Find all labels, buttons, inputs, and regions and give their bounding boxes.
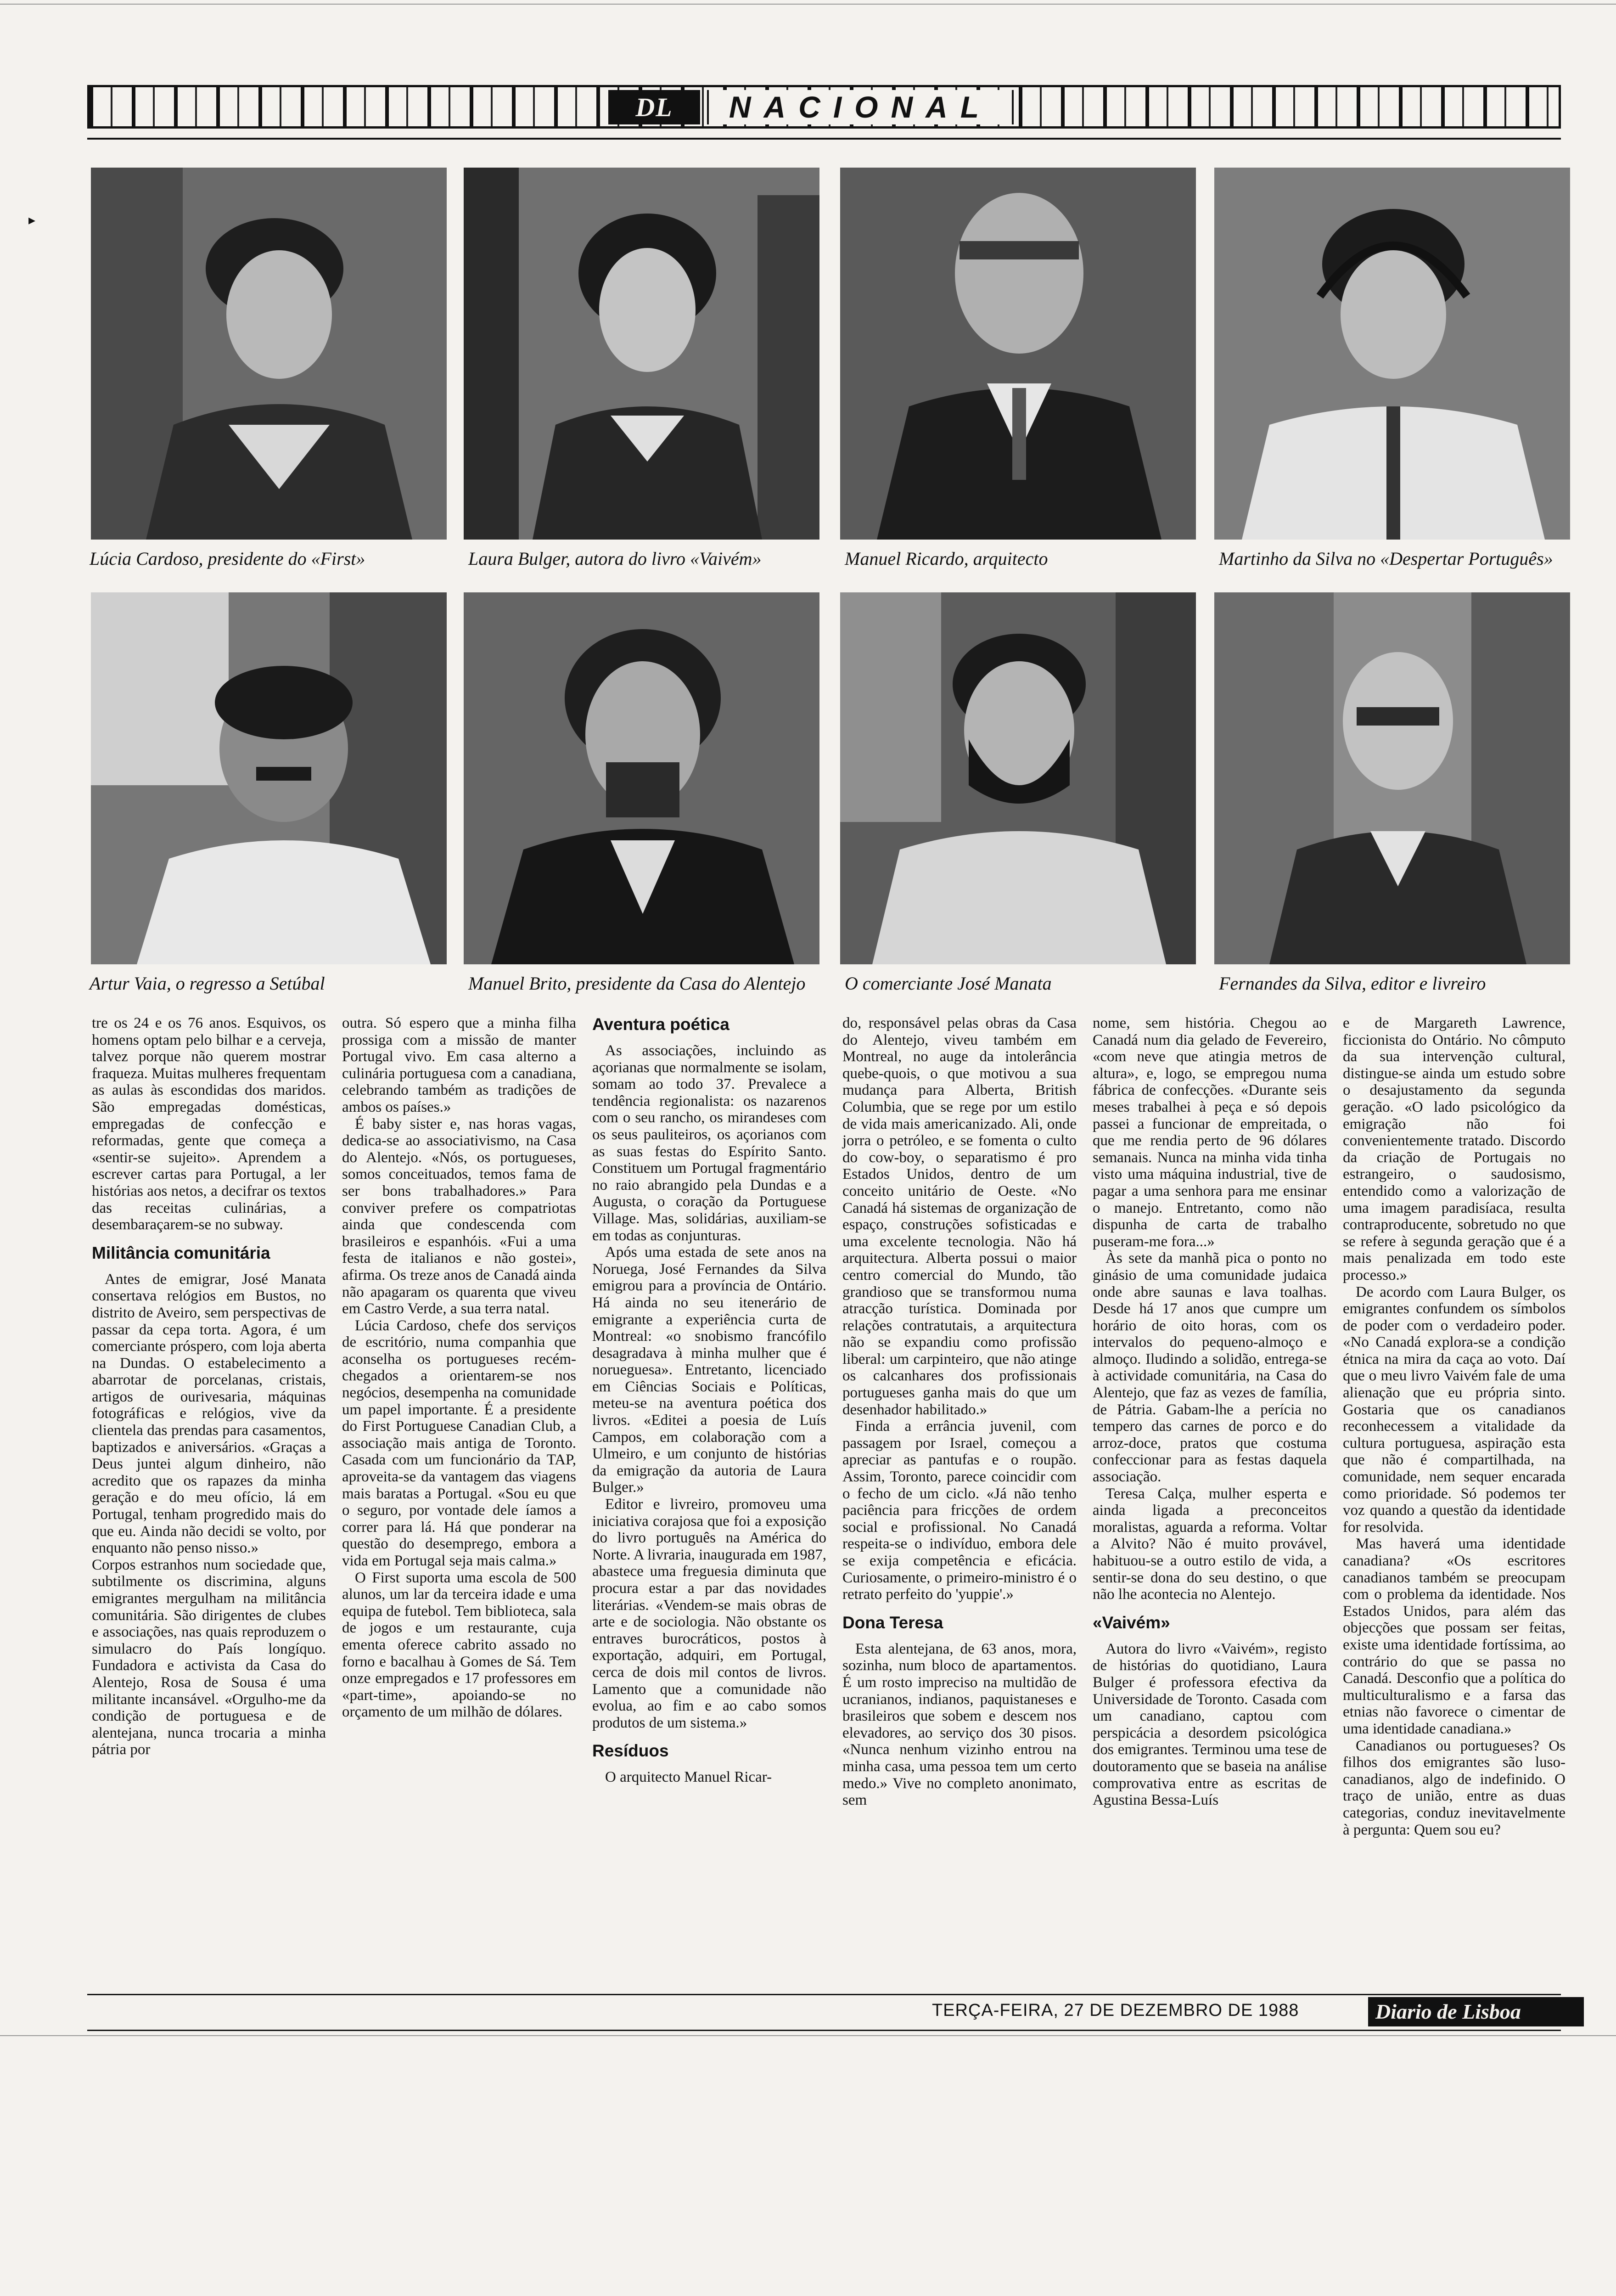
article-paragraph: Editor e livreiro, promoveu uma iniciativa corajosa que foi a exposição do livro português na América do Norte. A livraria, inaugurada em 1987, abastece uma freguesia diminuta que procura estar a par das novidades literárias. «Vendem-se mais obras de arte e de sociologia. Não obstante os entraves burocráticos, postos à exportação, adquiri, em Portugal, cerca de dois mil contos de livros. Lamento que a comunidade não evolua, ao fim e ao cabo somos produtos de um sistema.» bbox=[592, 1496, 826, 1731]
article-subheading: «Vaivém» bbox=[1093, 1613, 1170, 1632]
article-paragraph: Lúcia Cardoso, chefe dos serviços de escritório, numa companhia que aconselha os portugueses recém-chegados a orientarem-se nos negócios, desempenha na comunidade um papel importante. É a presidente do First Portuguese Canadian Club, a associação mais antiga de Toronto. Casada com um funcionário da TAP, aproveita-se da vantagem das viagens mais baratas a Portugal. «Sou eu que o seguro, por vontade dele íamos a correr para lá. Há que ponderar na questão do desemprego, embora a vida em Portugal seja mais calma.» bbox=[342, 1317, 576, 1569]
article-column-1 bbox=[92, 1015, 326, 1758]
article-paragraph: O First suporta uma escola de 500 alunos, um lar da terceira idade e uma equipa de futebol. Tem biblioteca, sala de jogos e um restaurante, cuja ementa oferece cabrito assado no forno e bacalhau à Gomes de Sá. Tem onze empregados e 17 professores em «part-time», apoiando-se no orçamento de um milhão de dólares. bbox=[342, 1569, 576, 1721]
article-paragraph: Antes de emigrar, José Manata consertava relógios em Bustos, no distrito de Aveiro, sem perspectivas de passar da cepa torta. Agora, é um comerciante próspero, com loja aberta na Dundas. O estabelecimento a abarrotar de porcelanas, cristais, artigos de ourivesaria, máquinas fotográficas e relógios, vive da clientela das prendas para casamentos, baptizados e aniversários. «Graças a Deus juntei algum dinheiro, não acredito que os rapazes da minha geração e do meu ofício, lá em Portugal, tenham progredido mais do que eu. Ainda não decidi se volto, por enquanto não penso nisso.» bbox=[92, 1271, 326, 1557]
photo-caption: Lúcia Cardoso, presidente do «First» bbox=[90, 548, 365, 569]
article-paragraph: Às sete da manhã pica o ponto no ginásio de uma comunidade judaica onde abre saunas e lava toalhas. Desde há 17 anos que cumpre um horário de oito horas, com os intervalos do pequeno-almoço e almoço. Iludindo a solidão, entrega-se à actividade comunitária, na Casa do Alentejo, que faz as vezes de família, de Pátria. Gabam-lhe a perícia no tempero das carnes de porco e do arroz-doce, pratos que costuma confeccionar para as festas daquela associação. bbox=[1093, 1250, 1327, 1486]
photo-jose-manata bbox=[840, 592, 1196, 964]
article-column-6 bbox=[1343, 1015, 1566, 1838]
article-paragraph: Corpos estranhos num sociedade que, subtilmente os discrimina, alguns emigrantes mergulham na militância comunitária. São dirigentes de clubes e associações, nas quais reproduzem o simulacro do País longíquo. Fundadora e activista da Casa do Alentejo, Rosa de Sousa é uma militante incansável. «Orgulho-me da condição de portuguesa e de alentejana, nunca trocaria a minha pátria por bbox=[92, 1556, 326, 1758]
scan-edge bbox=[0, 4, 1616, 5]
article-subheading: Militância comunitária bbox=[92, 1243, 270, 1262]
photo-caption: Manuel Ricardo, arquitecto bbox=[845, 548, 1048, 569]
article-paragraph: Finda a errância juvenil, com passagem por Israel, começou a apreciar as pantufas e o roupão. Assim, Toronto, parece coincidir com o fecho de um ciclo. «Já não tenho paciência para fricções de ordem social e profissional. No Canadá respeita-se o indivíduo, embora dele se exija competência e eficácia. Curiosamente, o primeiro-ministro é o retrato perfeito do 'yuppie'.» bbox=[842, 1418, 1077, 1603]
photo-lucia-cardoso bbox=[91, 168, 447, 540]
article-paragraph: Após uma estada de sete anos na Noruega, José Fernandes da Silva emigrou para a província de Ontário. Há ainda no seu itenerário de emigrante a experiência curta de Montreal: «o snobismo francófilo desagradava à minha mulher que é norueguesa». Entretanto, licenciado em Ciências Sociais e Políticas, meteu-se na aventura poética dos livros. «Editei a poesia de Luís Campos, em colaboração com a Ulmeiro, e um conjunto de histórias da emigração da autoria de Laura Bulger.» bbox=[592, 1244, 826, 1496]
article-column-3 bbox=[592, 1015, 826, 1786]
photo-laura-bulger bbox=[464, 168, 819, 540]
banner-rule bbox=[87, 138, 1561, 140]
photo-caption: Artur Vaia, o regresso a Setúbal bbox=[90, 973, 325, 994]
article-paragraph: e de Margareth Lawrence, ficcionista do Ontário. No cômputo da sua intervenção cultural, distingue-se ainda um estudo sobre o desajustamento da segunda geração. «O lado psicológico da emigração não foi convenientemente tratado. Discordo da criação de Portugais no estrangeiro, o saudosismo, entendido como a valorização de uma imagem paradisíaca, resulta contraproducente, sobretudo no que se refere à segunda geração que é a mais penalizada em todo este processo.» bbox=[1343, 1015, 1566, 1283]
photo-caption: O comerciante José Manata bbox=[845, 973, 1052, 994]
article-paragraph: É baby sister e, nas horas vagas, dedica-se ao associativismo, na Casa do Alentejo. «Nós, os portugueses, somos conceituados, temos fama de ser bons trabalhadores.» Para conviver prefere os compatriotas ainda que condescenda com brasileiros e espanhóis. «Fui a uma festa de italianos e não gostei», afirma. Os treze anos de Canadá ainda não apagaram os quarenta que viveu em Castro Verde, a sua terra natal. bbox=[342, 1115, 576, 1317]
article-paragraph: Esta alentejana, de 63 anos, mora, sozinha, num bloco de apartamentos. É um rosto impreciso na multidão de ucranianos, indianos, paquistaneses e brasileiros que sobem e descem nos elevadores, ao serviço dos 30 pisos. «Nunca nenhum vizinho entrou na minha casa, uma pessoa tem um certo medo.» Vive no completo anonimato, sem bbox=[842, 1640, 1077, 1809]
article-paragraph: Autora do livro «Vaivém», registo de histórias do quotidiano, Laura Bulger é professora efectiva da Universidade de Toronto. Casada com um canadiano, captou com perspicácia a desordem psicológica dos emigrantes. Terminou uma tese de doutoramento que se baseia na análise comprovativa entre as escritas de Agustina Bessa-Luís bbox=[1093, 1640, 1327, 1809]
photo-caption: Fernandes da Silva, editor e livreiro bbox=[1219, 973, 1486, 994]
photo-fernandes-da-silva bbox=[1214, 592, 1570, 964]
photo-manuel-brito bbox=[464, 592, 819, 964]
photo-manuel-ricardo bbox=[840, 168, 1196, 540]
masthead-logo: Diario de Lisboa bbox=[1368, 1997, 1584, 2026]
dl-logo: DL bbox=[608, 90, 700, 124]
article-column-4 bbox=[842, 1015, 1077, 1809]
section-banner bbox=[87, 85, 1561, 129]
article-subheading: Aventura poética bbox=[592, 1015, 729, 1034]
article-subheading: Dona Teresa bbox=[842, 1613, 943, 1632]
photo-caption: Manuel Brito, presidente da Casa do Alentejo bbox=[468, 973, 806, 994]
margin-mark: ▸ bbox=[28, 213, 36, 228]
photo-caption: Martinho da Silva no «Despertar Português» bbox=[1219, 548, 1553, 569]
article-subheading: Resíduos bbox=[592, 1741, 669, 1761]
article-paragraph: do, responsável pelas obras da Casa do Alentejo, viveu também em Montreal, no auge da intolerância quebe-quois, o que motivou a sua mudança para Alberta, British Columbia, que se rege por um estilo de vida mais americanizado. Ali, onde jorra o petróleo, e se fomenta o culto do cow-boy, o separatismo é pro Estados Unidos, dentro de um conceito unitário de Oeste. «No Canadá há sistemas de organização de espaço, construções sofisticadas e uma excelente tecnologia. Não há arquitectura. Alberta possui o maior centro comercial do Mundo, tão grandioso que se transformou numa atracção turística. Dominada por relações contratutais, a arquitectura não se expandiu como profissão liberal: um carpinteiro, que não atinge os calcanhares dos profissionais portugueses ganha mais do que um desenhador habilitado.» bbox=[842, 1015, 1077, 1418]
article-paragraph: Mas haverá uma identidade canadiana? «Os escritores canadianos também se preocupam com o problema da identidade. Nos Estados Unidos, para além das objecções que possam ser feitas, existe uma identidade fortíssima, ao contrário do que se passa no Canadá. Desconfio que a política do multiculturalismo e a farsa das etnias não favorece o cimentar de uma identidade canadiana.» bbox=[1343, 1536, 1566, 1737]
article-column-2 bbox=[342, 1015, 576, 1721]
article-paragraph: O arquitecto Manuel Ricar- bbox=[605, 1769, 772, 1786]
article-paragraph: Canadianos ou portugueses? Os filhos dos emigrantes são luso-canadianos, algo de indefinido. O traço de união, entre as duas categorias, conduz inevitavelmente à pergunta: Quem sou eu? bbox=[1343, 1737, 1566, 1838]
article-paragraph: tre os 24 e os 76 anos. Esquivos, os homens optam pelo bilhar e a cerveja, talvez porque não querem mostrar fraqueza. Muitas mulheres frequentam as aulas às escondidas dos maridos. São empregadas domésticas, empregadas de confecção e reformadas, gente que começa a «sentir-se sujeito». Aprendem a escrever cartas para Portugal, a ler histórias aos netos, a decifrar os textos das receitas culinárias, a desembaraçarem-se no subway. bbox=[92, 1015, 326, 1233]
page-footer bbox=[87, 1994, 1561, 2031]
article-paragraph: De acordo com Laura Bulger, os emigrantes confundem os símbolos de poder com o verdadeiro poder. «No Canadá explora-se a condição étnica na mira da caça ao voto. Daí que o meu livro Vaivém fale de uma alienação que eu própria sinto. Gostaria que os canadianos reconhecessem a vitalidade da cultura portuguesa, aspiração esta que não é compartilhada, na comunidade, nem sequer encarada como prioridade. Só podemos ter voz quando a questão da identidade for resolvida. bbox=[1343, 1283, 1566, 1536]
photo-caption: Laura Bulger, autora do livro «Vaivém» bbox=[468, 548, 762, 569]
section-title: NACIONAL bbox=[707, 90, 1014, 124]
page-number: 13 bbox=[1531, 1998, 1557, 2025]
scan-edge bbox=[0, 2035, 1616, 2036]
article-paragraph: As associações, incluindo as açorianas que normalmente se isolam, somam ao todo 37. Prevalece a tendência regionalista: os nazarenos com o seu rancho, os mirandeses com os seus pauliteiros, os açorianos com as suas festas do Espírito Santo. Constituem um Portugal fragmentário no raio abrangido pela Dundas e a Augusta, o coração da Portuguese Village. Mas, solidárias, auxiliam-se em todas as conjunturas. bbox=[592, 1042, 826, 1244]
photo-martinho-da-silva bbox=[1214, 168, 1570, 540]
photo-artur-vaia bbox=[91, 592, 447, 964]
article-paragraph: Teresa Calça, mulher esperta e ainda ligada a preconceitos moralistas, aguarda a reforma. Voltar a Alvito? Não é muito provável, habituou-se a outro estilo de vida, a sentir-se dona do seu destino, o que não lhe acontecia no Alentejo. bbox=[1093, 1485, 1327, 1603]
article-paragraph: outra. Só espero que a minha filha prossiga com a missão de manter Portugal vivo. Em casa alterno a culinária portuguesa com a canadiana, celebrando também as tradições de ambos os países.» bbox=[342, 1015, 576, 1115]
article-paragraph: nome, sem história. Chegou ao Canadá num dia gelado de Fevereiro, «com neve que atingia metros de altura», e, logo, se empregou numa fábrica de confecções. «Durante seis meses trabalhei à peça e só depois passei a funcionar de empreitada, o que me rendia perto de 96 dólares semanais. Nunca na minha vida tinha visto uma máquina industrial, tive de pagar a uma senhora para me ensinar o manejo. Entretanto, como não dispunha de carta de trabalho puseram-me fora...» bbox=[1093, 1015, 1327, 1250]
article-column-5 bbox=[1093, 1015, 1327, 1809]
publication-date: TERÇA-FEIRA, 27 DE DEZEMBRO DE 1988 bbox=[932, 2001, 1299, 2020]
